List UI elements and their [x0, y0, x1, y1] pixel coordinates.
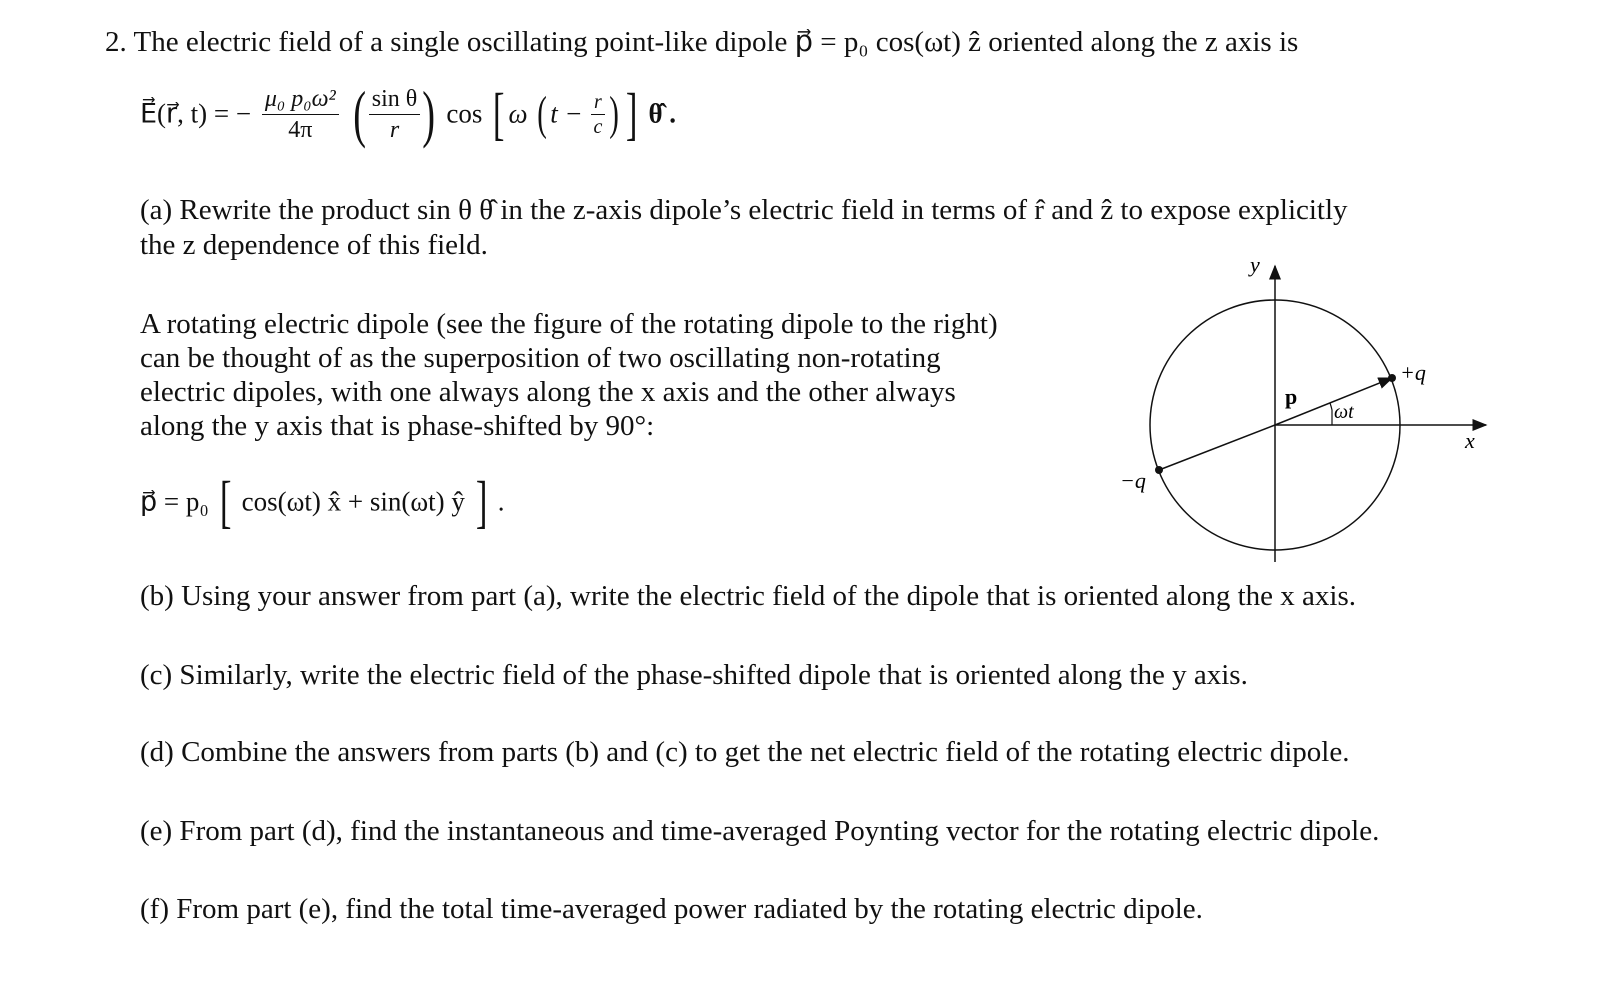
part-a-cont-text: the z dependence of this field. [140, 229, 488, 261]
part-a-text: (a) Rewrite the product sin θ θ̂ in the z-axis dipole’s electric field in terms of r̂ and ẑ to expose explicitly [140, 194, 1348, 226]
problem-intro: The electric field of a single oscillating point-like dipole p⃗ = p₀ cos(ωt) ẑ oriented along the z axis is [133, 26, 1299, 58]
para-line-3: electric dipoles, with one always along the x axis and the other always [140, 376, 956, 408]
para-line-1: A rotating electric dipole (see the figure of the rotating dipole to the right) [140, 308, 998, 340]
plus-charge-label: +q [1400, 360, 1426, 385]
dipole-left-bracket: [ [219, 469, 231, 534]
plus-charge-dot [1388, 374, 1396, 382]
ratio-denominator: r [389, 116, 400, 143]
theta-hat-unit: θ̂ . [648, 98, 677, 129]
dipole-negative-arm [1159, 425, 1275, 470]
field-equation [140, 78, 677, 149]
minus-charge-label: −q [1120, 468, 1146, 493]
coef-fraction [262, 86, 339, 143]
problem-statement [105, 24, 1298, 60]
r-over-c [591, 92, 606, 137]
coef-numerator: μ₀ p₀ω² [262, 86, 339, 115]
part-f-text: (f) From part (e), find the total time-averaged power radiated by the rotating electric dipole. [140, 893, 1203, 925]
c-denominator: c [593, 115, 603, 138]
part-e [140, 813, 1379, 849]
omega-symbol: ω [508, 98, 528, 129]
part-a [140, 192, 1348, 228]
part-a-continued [140, 227, 488, 263]
field-minus: − [235, 98, 252, 129]
rotating-para-line-3 [140, 374, 956, 410]
coef-denominator: 4π [288, 116, 313, 143]
dipole-body: cos(ωt) x̂ + sin(ωt) ŷ [241, 486, 465, 517]
dipole-equation [140, 469, 505, 534]
part-d [140, 734, 1350, 770]
part-c [140, 657, 1248, 693]
right-bracket: ] [626, 81, 638, 146]
rotating-para-line-1 [140, 306, 998, 342]
part-c-text: (c) Similarly, write the electric field of the phase-shifted dipole that is oriented along the y axis. [140, 659, 1248, 691]
y-axis-label: y [1250, 252, 1260, 277]
para-line-2: can be thought of as the superposition of two oscillating non-rotating [140, 342, 941, 374]
r-numerator: r [591, 92, 606, 115]
p-vector-label: p [1285, 384, 1298, 409]
left-paren: ( [353, 78, 367, 149]
cos-label: cos [446, 98, 483, 129]
dipole-right-bracket: ] [475, 469, 488, 534]
part-d-text: (d) Combine the answers from parts (b) and (c) to get the net electric field of the rotating electric dipole. [140, 736, 1350, 768]
rotating-para-line-4 [140, 408, 654, 444]
part-b-text: (b) Using your answer from part (a), write the electric field of the dipole that is oriented along the x axis. [140, 580, 1356, 612]
part-f [140, 891, 1203, 927]
dipole-end: . [497, 486, 505, 517]
ratio-fraction [369, 86, 421, 143]
part-e-text: (e) From part (d), find the instantaneous and time-averaged Poynting vector for the rotating electric dipole. [140, 815, 1380, 847]
rotating-dipole-figure [1120, 252, 1510, 572]
right-paren: ) [422, 78, 436, 149]
t-minus: t − [550, 98, 583, 129]
x-axis-label: x [1465, 428, 1475, 453]
minus-charge-dot [1155, 466, 1163, 474]
inner-right-paren: ) [609, 87, 620, 140]
angle-arc [1330, 403, 1332, 425]
field-lhs: E⃗(r⃗, t) = [140, 98, 230, 129]
inner-left-paren: ( [537, 87, 548, 140]
dipole-lhs: p⃗ = p₀ [140, 486, 209, 517]
ratio-numerator: sin θ [369, 86, 421, 115]
problem-number: 2. [105, 26, 127, 58]
angle-label: ωt [1334, 401, 1354, 423]
para-line-4: along the y axis that is phase-shifted by 90°: [140, 410, 655, 442]
rotating-para-line-2 [140, 340, 941, 376]
part-b [140, 578, 1356, 614]
left-bracket: [ [492, 81, 505, 146]
